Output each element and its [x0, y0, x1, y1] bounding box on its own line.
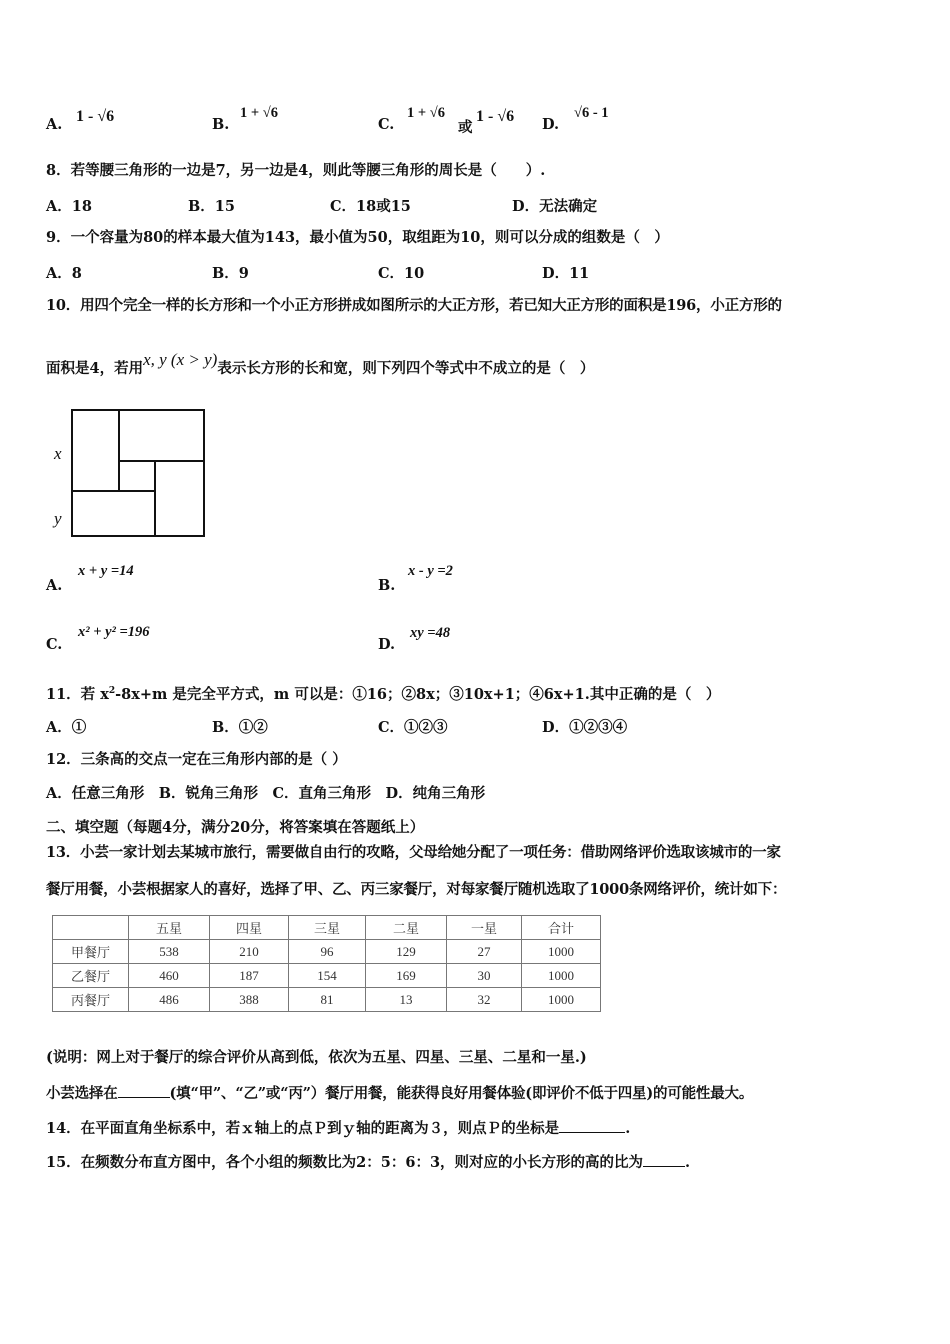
cell: 81: [289, 988, 366, 1012]
cell: 210: [210, 940, 289, 964]
q11-sup: 2: [108, 686, 116, 696]
q14-end: .: [625, 1120, 631, 1137]
q7-option-c-or: 或: [458, 119, 473, 136]
row-label: 乙餐厅: [53, 964, 129, 988]
table-row: [53, 988, 601, 1012]
q9-option-a: A．8: [46, 265, 82, 282]
q10-option-b-label: B.: [378, 577, 396, 594]
row-label: 甲餐厅: [53, 940, 129, 964]
header-cell: 一星: [447, 916, 522, 940]
q15-body: 15．在频数分布直方图中，各个小组的频数比为2：5：6：3，则对应的小长方形的高的比为: [46, 1154, 644, 1171]
q15-text: [46, 1152, 690, 1173]
q9-option-b: B．9: [212, 265, 249, 282]
cell: 486: [129, 988, 210, 1012]
q7-option-c-label: C.: [378, 116, 395, 133]
row-label: 丙餐厅: [53, 988, 129, 1012]
cell: 1000: [522, 964, 601, 988]
q7-option-a-label: A.: [46, 116, 63, 133]
q10-line1: 10．用四个完全一样的长方形和一个小正方形拼成如图所示的大正方形，若已知大正方形的面积是196，小正方形的: [46, 297, 782, 314]
q12-options: A．任意三角形 B．锐角三角形 C．直角三角形 D．纯角三角形: [46, 785, 486, 802]
q7-option-a: 1 - √6: [76, 108, 115, 125]
cell: 30: [447, 964, 522, 988]
q9-option-c: C．10: [378, 265, 425, 282]
cell: 1000: [522, 988, 601, 1012]
cell: 169: [366, 964, 447, 988]
q11-post: -8x+m 是完全平方式，m 可以是：①16；②8x；③10x+1；④6x+1.其中正确的是（ ）: [115, 685, 721, 703]
q13-fill-pre: 小芸选择在: [46, 1085, 118, 1102]
q11-option-a: A．①: [46, 719, 87, 736]
header-cell: 四星: [210, 916, 289, 940]
q13-line2: 餐厅用餐，小芸根据家人的喜好，选择了甲、乙、丙三家餐厅，对每家餐厅随机选取了1000条网络评价，统计如下：: [46, 881, 787, 898]
cell: 129: [366, 940, 447, 964]
q10-option-a: x + y =14: [78, 563, 134, 579]
cell: 388: [210, 988, 289, 1012]
cell: 460: [129, 964, 210, 988]
q10-line2-pre: 面积是4，若用: [46, 360, 144, 377]
q10-option-c-label: C.: [46, 636, 63, 653]
q10-line2-post: 表示长方形的长和宽，则下列四个等式中不成立的是（ ）: [217, 360, 595, 377]
answer-blank[interactable]: [643, 1152, 685, 1167]
q10-option-d: xy =48: [410, 625, 451, 641]
q9-option-d: D．11: [542, 265, 590, 282]
table-row: [53, 940, 601, 964]
header-cell: 二星: [366, 916, 447, 940]
cell: 1000: [522, 940, 601, 964]
q8-option-a: A．18: [46, 198, 92, 215]
square-diagram: [52, 402, 212, 542]
q8-option-d: D．无法确定: [512, 198, 598, 215]
rating-table: [52, 915, 601, 1012]
q14-body: 14．在平面直角坐标系中，若ｘ轴上的点Ｐ到ｙ轴的距离为３，则点Ｐ的坐标是: [46, 1120, 560, 1137]
q8-option-b: B．15: [188, 198, 235, 215]
q11-text: [46, 681, 720, 705]
section-2-heading: 二、填空题（每题4分，满分20分，将答案填在答题纸上）: [46, 819, 425, 836]
cell: 27: [447, 940, 522, 964]
q14-text: [46, 1118, 630, 1139]
answer-blank[interactable]: [559, 1118, 625, 1133]
q11-option-c: C．①②③: [378, 719, 448, 736]
q8-option-c: C．18或15: [330, 198, 411, 215]
cell: 32: [447, 988, 522, 1012]
q8-text: 8．若等腰三角形的一边是7，另一边是4，则此等腰三角形的周长是（ ）.: [46, 162, 546, 179]
q7-option-c1: 1 + √6: [407, 105, 445, 121]
q10-option-a-label: A.: [46, 577, 63, 594]
answer-blank[interactable]: [118, 1083, 170, 1098]
cell: 538: [129, 940, 210, 964]
q11-pre: 11．若 x: [46, 685, 109, 703]
q10-option-c: x² + y² =196: [78, 624, 150, 640]
cell: 187: [210, 964, 289, 988]
q11-option-b: B．①②: [212, 719, 268, 736]
q7-option-d-label: D.: [542, 116, 560, 133]
q10-option-b: x - y =2: [408, 563, 453, 579]
cell: 13: [366, 988, 447, 1012]
fig-label-y: y: [54, 509, 62, 528]
q13-fill: [46, 1083, 753, 1104]
q11-option-d: D．①②③④: [542, 719, 628, 736]
header-cell: 三星: [289, 916, 366, 940]
header-cell: 合计: [522, 916, 601, 940]
fig-label-x: x: [54, 444, 62, 463]
header-cell: [53, 916, 129, 940]
q10-figure: [52, 402, 212, 542]
header-cell: 五星: [129, 916, 210, 940]
q13-note: (说明：网上对于餐厅的综合评价从高到低，依次为五星、四星、三星、二星和一星.): [46, 1049, 587, 1066]
q7-option-b: 1 + √6: [240, 105, 278, 121]
q12-text: 12．三条高的交点一定在三角形内部的是（ ）: [46, 751, 347, 768]
q15-end: .: [685, 1154, 691, 1171]
q10-option-d-label: D.: [378, 636, 396, 653]
q13-line1: 13．小芸一家计划去某城市旅行，需要做自由行的攻略，父母给她分配了一项任务：借助网络评价选取该城市的一家: [46, 844, 781, 861]
table-row: [53, 964, 601, 988]
q10-line2: [46, 350, 595, 379]
q7-option-d: √6 - 1: [574, 105, 609, 121]
table-header-row: [53, 916, 601, 940]
q7-option-c2: 1 - √6: [476, 108, 515, 125]
cell: 96: [289, 940, 366, 964]
cell: 154: [289, 964, 366, 988]
q13-fill-post: (填“甲”、“乙”或“丙”）餐厅用餐，能获得良好用餐体验(即评价不低于四星)的可能性最大。: [169, 1085, 754, 1102]
q10-line2-math: x, y (x > y): [143, 350, 218, 369]
q9-text: 9．一个容量为80的样本最大值为143，最小值为50，取组距为10，则可以分成的组数是（ ）: [46, 229, 669, 246]
q7-option-b-label: B.: [212, 116, 230, 133]
